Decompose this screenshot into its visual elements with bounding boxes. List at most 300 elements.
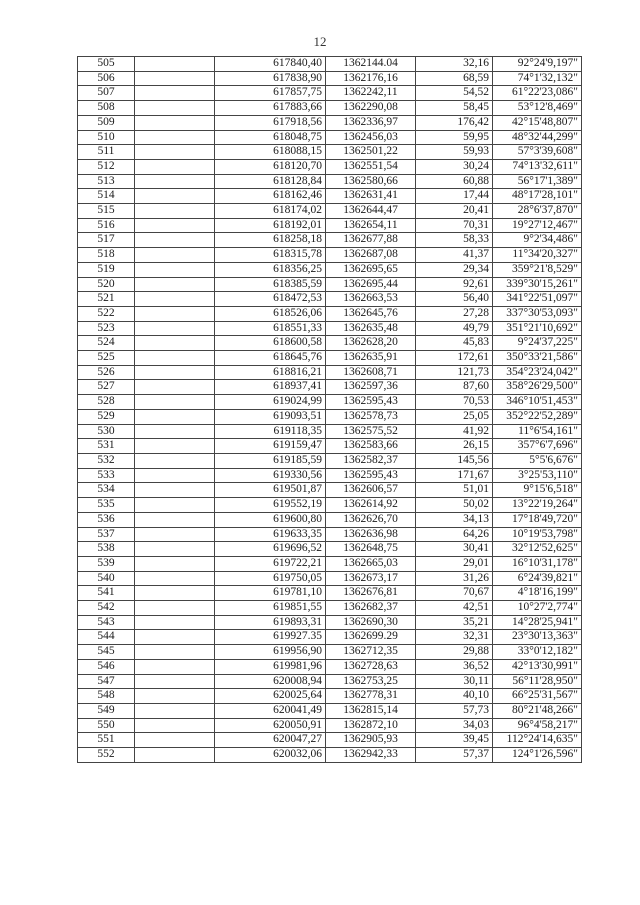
x-coordinate-cell: 620008,94 bbox=[215, 674, 326, 689]
direction-angle-cell: 48°17'28,101" bbox=[493, 189, 582, 204]
x-coordinate-cell: 618174,02 bbox=[215, 204, 326, 219]
x-coordinate-cell: 619696,52 bbox=[215, 542, 326, 557]
y-coordinate-cell: 1362687,08 bbox=[326, 248, 416, 263]
table-row bbox=[78, 586, 582, 601]
segment-length-cell: 32,16 bbox=[416, 57, 493, 72]
table-row bbox=[78, 556, 582, 571]
blank-cell bbox=[135, 351, 215, 366]
x-coordinate-cell: 619781,10 bbox=[215, 586, 326, 601]
segment-length-cell: 35,21 bbox=[416, 615, 493, 630]
y-coordinate-cell: 1362606,57 bbox=[326, 483, 416, 498]
page-number: 12 bbox=[313, 34, 327, 49]
point-number-cell: 514 bbox=[78, 189, 135, 204]
table-row bbox=[78, 527, 582, 542]
blank-cell bbox=[135, 189, 215, 204]
direction-angle-cell: 74°13'32,611" bbox=[493, 159, 582, 174]
y-coordinate-cell: 1362582,37 bbox=[326, 453, 416, 468]
table-row bbox=[78, 248, 582, 263]
point-number-cell: 544 bbox=[78, 630, 135, 645]
point-number-cell: 530 bbox=[78, 424, 135, 439]
segment-length-cell: 34,13 bbox=[416, 512, 493, 527]
segment-length-cell: 70,31 bbox=[416, 218, 493, 233]
direction-angle-cell: 341°22'51,097" bbox=[493, 292, 582, 307]
blank-cell bbox=[135, 130, 215, 145]
y-coordinate-cell: 1362654,11 bbox=[326, 218, 416, 233]
point-number-cell: 511 bbox=[78, 145, 135, 160]
table-row bbox=[78, 86, 582, 101]
direction-angle-cell: 9°2'34,486" bbox=[493, 233, 582, 248]
blank-cell bbox=[135, 718, 215, 733]
direction-angle-cell: 74°1'32,132" bbox=[493, 71, 582, 86]
x-coordinate-cell: 619981,96 bbox=[215, 659, 326, 674]
table-row bbox=[78, 424, 582, 439]
direction-angle-cell: 359°21'8,529" bbox=[493, 262, 582, 277]
table-row bbox=[78, 306, 582, 321]
table-row bbox=[78, 351, 582, 366]
y-coordinate-cell: 1362501,22 bbox=[326, 145, 416, 160]
table-row bbox=[78, 483, 582, 498]
y-coordinate-cell: 1362728,63 bbox=[326, 659, 416, 674]
x-coordinate-cell: 619185,59 bbox=[215, 453, 326, 468]
segment-length-cell: 57,73 bbox=[416, 703, 493, 718]
blank-cell bbox=[135, 57, 215, 72]
blank-cell bbox=[135, 601, 215, 616]
y-coordinate-cell: 1362778,31 bbox=[326, 689, 416, 704]
x-coordinate-cell: 618551,33 bbox=[215, 321, 326, 336]
blank-cell bbox=[135, 703, 215, 718]
x-coordinate-cell: 619851,55 bbox=[215, 601, 326, 616]
point-number-cell: 519 bbox=[78, 262, 135, 277]
point-number-cell: 526 bbox=[78, 365, 135, 380]
segment-length-cell: 92,61 bbox=[416, 277, 493, 292]
point-number-cell: 550 bbox=[78, 718, 135, 733]
direction-angle-cell: 56°17'1,389" bbox=[493, 174, 582, 189]
point-number-cell: 541 bbox=[78, 586, 135, 601]
point-number-cell: 524 bbox=[78, 336, 135, 351]
point-number-cell: 529 bbox=[78, 409, 135, 424]
segment-length-cell: 39,45 bbox=[416, 733, 493, 748]
y-coordinate-cell: 1362551,54 bbox=[326, 159, 416, 174]
blank-cell bbox=[135, 659, 215, 674]
direction-angle-cell: 9°24'37,225" bbox=[493, 336, 582, 351]
point-number-cell: 551 bbox=[78, 733, 135, 748]
y-coordinate-cell: 1362595,43 bbox=[326, 395, 416, 410]
y-coordinate-cell: 1362336,97 bbox=[326, 115, 416, 130]
segment-length-cell: 58,33 bbox=[416, 233, 493, 248]
blank-cell bbox=[135, 336, 215, 351]
segment-length-cell: 171,67 bbox=[416, 468, 493, 483]
point-number-cell: 548 bbox=[78, 689, 135, 704]
segment-length-cell: 17,44 bbox=[416, 189, 493, 204]
y-coordinate-cell: 1362626,70 bbox=[326, 512, 416, 527]
table-row bbox=[78, 674, 582, 689]
direction-angle-cell: 33°0'12,182" bbox=[493, 645, 582, 660]
x-coordinate-cell: 619633,35 bbox=[215, 527, 326, 542]
blank-cell bbox=[135, 453, 215, 468]
y-coordinate-cell: 1362580,66 bbox=[326, 174, 416, 189]
blank-cell bbox=[135, 645, 215, 660]
x-coordinate-cell: 620032,06 bbox=[215, 748, 326, 763]
x-coordinate-cell: 617883,66 bbox=[215, 101, 326, 116]
blank-cell bbox=[135, 409, 215, 424]
blank-cell bbox=[135, 86, 215, 101]
direction-angle-cell: 42°13'30,991" bbox=[493, 659, 582, 674]
coordinates-table-body bbox=[78, 57, 582, 763]
table-row bbox=[78, 189, 582, 204]
segment-length-cell: 176,42 bbox=[416, 115, 493, 130]
x-coordinate-cell: 618645,76 bbox=[215, 351, 326, 366]
segment-length-cell: 42,51 bbox=[416, 601, 493, 616]
point-number-cell: 508 bbox=[78, 101, 135, 116]
y-coordinate-cell: 1362815,14 bbox=[326, 703, 416, 718]
blank-cell bbox=[135, 498, 215, 513]
point-number-cell: 528 bbox=[78, 395, 135, 410]
point-number-cell: 535 bbox=[78, 498, 135, 513]
table-row bbox=[78, 571, 582, 586]
direction-angle-cell: 42°15'48,807" bbox=[493, 115, 582, 130]
point-number-cell: 507 bbox=[78, 86, 135, 101]
y-coordinate-cell: 1362695,44 bbox=[326, 277, 416, 292]
segment-length-cell: 54,52 bbox=[416, 86, 493, 101]
segment-length-cell: 29,01 bbox=[416, 556, 493, 571]
segment-length-cell: 30,11 bbox=[416, 674, 493, 689]
direction-angle-cell: 61°22'23,086" bbox=[493, 86, 582, 101]
point-number-cell: 527 bbox=[78, 380, 135, 395]
table-row bbox=[78, 71, 582, 86]
table-row bbox=[78, 380, 582, 395]
table-row bbox=[78, 689, 582, 704]
direction-angle-cell: 357°6'7,696" bbox=[493, 439, 582, 454]
table-row bbox=[78, 630, 582, 645]
point-number-cell: 515 bbox=[78, 204, 135, 219]
x-coordinate-cell: 618120,70 bbox=[215, 159, 326, 174]
segment-length-cell: 31,26 bbox=[416, 571, 493, 586]
point-number-cell: 552 bbox=[78, 748, 135, 763]
table-row bbox=[78, 645, 582, 660]
y-coordinate-cell: 1362575,52 bbox=[326, 424, 416, 439]
y-coordinate-cell: 1362695,65 bbox=[326, 262, 416, 277]
direction-angle-cell: 6°24'39,821" bbox=[493, 571, 582, 586]
point-number-cell: 525 bbox=[78, 351, 135, 366]
x-coordinate-cell: 619722,21 bbox=[215, 556, 326, 571]
segment-length-cell: 27,28 bbox=[416, 306, 493, 321]
y-coordinate-cell: 1362663,53 bbox=[326, 292, 416, 307]
table-row bbox=[78, 262, 582, 277]
y-coordinate-cell: 1362242,11 bbox=[326, 86, 416, 101]
x-coordinate-cell: 619600,80 bbox=[215, 512, 326, 527]
blank-cell bbox=[135, 365, 215, 380]
table-row bbox=[78, 365, 582, 380]
x-coordinate-cell: 619956,90 bbox=[215, 645, 326, 660]
segment-length-cell: 34,03 bbox=[416, 718, 493, 733]
y-coordinate-cell: 1362578,73 bbox=[326, 409, 416, 424]
x-coordinate-cell: 619552,19 bbox=[215, 498, 326, 513]
segment-length-cell: 26,15 bbox=[416, 439, 493, 454]
direction-angle-cell: 23°30'13,363" bbox=[493, 630, 582, 645]
blank-cell bbox=[135, 174, 215, 189]
table-row bbox=[78, 439, 582, 454]
y-coordinate-cell: 1362699.29 bbox=[326, 630, 416, 645]
segment-length-cell: 29,88 bbox=[416, 645, 493, 660]
segment-length-cell: 70,53 bbox=[416, 395, 493, 410]
y-coordinate-cell: 1362176,16 bbox=[326, 71, 416, 86]
segment-length-cell: 57,37 bbox=[416, 748, 493, 763]
blank-cell bbox=[135, 424, 215, 439]
x-coordinate-cell: 619501,87 bbox=[215, 483, 326, 498]
segment-length-cell: 49,79 bbox=[416, 321, 493, 336]
y-coordinate-cell: 1362628,20 bbox=[326, 336, 416, 351]
point-number-cell: 509 bbox=[78, 115, 135, 130]
y-coordinate-cell: 1362644,47 bbox=[326, 204, 416, 219]
direction-angle-cell: 66°25'31,567" bbox=[493, 689, 582, 704]
y-coordinate-cell: 1362905,93 bbox=[326, 733, 416, 748]
segment-length-cell: 121,73 bbox=[416, 365, 493, 380]
segment-length-cell: 40,10 bbox=[416, 689, 493, 704]
direction-angle-cell: 112°24'14,635" bbox=[493, 733, 582, 748]
x-coordinate-cell: 618472,53 bbox=[215, 292, 326, 307]
segment-length-cell: 59,93 bbox=[416, 145, 493, 160]
segment-length-cell: 172,61 bbox=[416, 351, 493, 366]
direction-angle-cell: 80°21'48,266" bbox=[493, 703, 582, 718]
y-coordinate-cell: 1362635,91 bbox=[326, 351, 416, 366]
blank-cell bbox=[135, 674, 215, 689]
blank-cell bbox=[135, 218, 215, 233]
direction-angle-cell: 339°30'15,261" bbox=[493, 277, 582, 292]
x-coordinate-cell: 620041,49 bbox=[215, 703, 326, 718]
point-number-cell: 533 bbox=[78, 468, 135, 483]
direction-angle-cell: 9°15'6,518" bbox=[493, 483, 582, 498]
blank-cell bbox=[135, 380, 215, 395]
table-row bbox=[78, 130, 582, 145]
y-coordinate-cell: 1362676,81 bbox=[326, 586, 416, 601]
y-coordinate-cell: 1362144.04 bbox=[326, 57, 416, 72]
table-row bbox=[78, 218, 582, 233]
blank-cell bbox=[135, 306, 215, 321]
direction-angle-cell: 10°27'2,774" bbox=[493, 601, 582, 616]
blank-cell bbox=[135, 571, 215, 586]
table-row bbox=[78, 159, 582, 174]
blank-cell bbox=[135, 748, 215, 763]
point-number-cell: 510 bbox=[78, 130, 135, 145]
segment-length-cell: 41,37 bbox=[416, 248, 493, 263]
segment-length-cell: 50,02 bbox=[416, 498, 493, 513]
x-coordinate-cell: 618048,75 bbox=[215, 130, 326, 145]
table-row bbox=[78, 336, 582, 351]
point-number-cell: 549 bbox=[78, 703, 135, 718]
point-number-cell: 539 bbox=[78, 556, 135, 571]
x-coordinate-cell: 618356,25 bbox=[215, 262, 326, 277]
direction-angle-cell: 53°12'8,469" bbox=[493, 101, 582, 116]
segment-length-cell: 59,95 bbox=[416, 130, 493, 145]
y-coordinate-cell: 1362682,37 bbox=[326, 601, 416, 616]
point-number-cell: 532 bbox=[78, 453, 135, 468]
point-number-cell: 534 bbox=[78, 483, 135, 498]
direction-angle-cell: 354°23'24,042" bbox=[493, 365, 582, 380]
table-row bbox=[78, 468, 582, 483]
point-number-cell: 545 bbox=[78, 645, 135, 660]
blank-cell bbox=[135, 204, 215, 219]
direction-angle-cell: 346°10'51,453" bbox=[493, 395, 582, 410]
table-row bbox=[78, 204, 582, 219]
x-coordinate-cell: 620050,91 bbox=[215, 718, 326, 733]
x-coordinate-cell: 618258,18 bbox=[215, 233, 326, 248]
segment-length-cell: 58,45 bbox=[416, 101, 493, 116]
direction-angle-cell: 96°4'58,217" bbox=[493, 718, 582, 733]
point-number-cell: 512 bbox=[78, 159, 135, 174]
point-number-cell: 517 bbox=[78, 233, 135, 248]
direction-angle-cell: 352°22'52,289" bbox=[493, 409, 582, 424]
direction-angle-cell: 56°11'28,950" bbox=[493, 674, 582, 689]
blank-cell bbox=[135, 277, 215, 292]
y-coordinate-cell: 1362712,35 bbox=[326, 645, 416, 660]
segment-length-cell: 30,24 bbox=[416, 159, 493, 174]
segment-length-cell: 60,88 bbox=[416, 174, 493, 189]
x-coordinate-cell: 617838,90 bbox=[215, 71, 326, 86]
point-number-cell: 506 bbox=[78, 71, 135, 86]
segment-length-cell: 36,52 bbox=[416, 659, 493, 674]
segment-length-cell: 145,56 bbox=[416, 453, 493, 468]
blank-cell bbox=[135, 101, 215, 116]
segment-length-cell: 64,26 bbox=[416, 527, 493, 542]
x-coordinate-cell: 619118,35 bbox=[215, 424, 326, 439]
direction-angle-cell: 4°18'16,199" bbox=[493, 586, 582, 601]
x-coordinate-cell: 619159,47 bbox=[215, 439, 326, 454]
y-coordinate-cell: 1362456,03 bbox=[326, 130, 416, 145]
blank-cell bbox=[135, 233, 215, 248]
segment-length-cell: 32,31 bbox=[416, 630, 493, 645]
y-coordinate-cell: 1362942,33 bbox=[326, 748, 416, 763]
y-coordinate-cell: 1362665,03 bbox=[326, 556, 416, 571]
point-number-cell: 546 bbox=[78, 659, 135, 674]
segment-length-cell: 68,59 bbox=[416, 71, 493, 86]
y-coordinate-cell: 1362872,10 bbox=[326, 718, 416, 733]
segment-length-cell: 25,05 bbox=[416, 409, 493, 424]
x-coordinate-cell: 619927.35 bbox=[215, 630, 326, 645]
blank-cell bbox=[135, 483, 215, 498]
blank-cell bbox=[135, 586, 215, 601]
point-number-cell: 536 bbox=[78, 512, 135, 527]
point-number-cell: 513 bbox=[78, 174, 135, 189]
y-coordinate-cell: 1362635,48 bbox=[326, 321, 416, 336]
table-row bbox=[78, 498, 582, 513]
x-coordinate-cell: 620025,64 bbox=[215, 689, 326, 704]
segment-length-cell: 30,41 bbox=[416, 542, 493, 557]
y-coordinate-cell: 1362597,36 bbox=[326, 380, 416, 395]
x-coordinate-cell: 620047,27 bbox=[215, 733, 326, 748]
table-row bbox=[78, 703, 582, 718]
point-number-cell: 505 bbox=[78, 57, 135, 72]
blank-cell bbox=[135, 145, 215, 160]
blank-cell bbox=[135, 292, 215, 307]
point-number-cell: 543 bbox=[78, 615, 135, 630]
direction-angle-cell: 48°32'44,299" bbox=[493, 130, 582, 145]
table-row bbox=[78, 512, 582, 527]
y-coordinate-cell: 1362645,76 bbox=[326, 306, 416, 321]
direction-angle-cell: 10°19'53,798" bbox=[493, 527, 582, 542]
segment-length-cell: 56,40 bbox=[416, 292, 493, 307]
table-row bbox=[78, 321, 582, 336]
y-coordinate-cell: 1362673,17 bbox=[326, 571, 416, 586]
point-number-cell: 542 bbox=[78, 601, 135, 616]
x-coordinate-cell: 619024,99 bbox=[215, 395, 326, 410]
blank-cell bbox=[135, 556, 215, 571]
segment-length-cell: 87,60 bbox=[416, 380, 493, 395]
blank-cell bbox=[135, 321, 215, 336]
table-row bbox=[78, 601, 582, 616]
y-coordinate-cell: 1362690,30 bbox=[326, 615, 416, 630]
y-coordinate-cell: 1362636,98 bbox=[326, 527, 416, 542]
blank-cell bbox=[135, 439, 215, 454]
blank-cell bbox=[135, 159, 215, 174]
table-row bbox=[78, 542, 582, 557]
point-number-cell: 516 bbox=[78, 218, 135, 233]
x-coordinate-cell: 619330,56 bbox=[215, 468, 326, 483]
table-row bbox=[78, 101, 582, 116]
x-coordinate-cell: 618385,59 bbox=[215, 277, 326, 292]
direction-angle-cell: 28°6'37,870" bbox=[493, 204, 582, 219]
point-number-cell: 540 bbox=[78, 571, 135, 586]
x-coordinate-cell: 618162,46 bbox=[215, 189, 326, 204]
table-row bbox=[78, 115, 582, 130]
direction-angle-cell: 3°25'53,110" bbox=[493, 468, 582, 483]
x-coordinate-cell: 619750,05 bbox=[215, 571, 326, 586]
direction-angle-cell: 13°22'19,264" bbox=[493, 498, 582, 513]
table-row bbox=[78, 292, 582, 307]
blank-cell bbox=[135, 262, 215, 277]
blank-cell bbox=[135, 512, 215, 527]
segment-length-cell: 45,83 bbox=[416, 336, 493, 351]
table-row bbox=[78, 659, 582, 674]
x-coordinate-cell: 618088,15 bbox=[215, 145, 326, 160]
table-row bbox=[78, 57, 582, 72]
x-coordinate-cell: 619093,51 bbox=[215, 409, 326, 424]
direction-angle-cell: 19°27'12,467" bbox=[493, 218, 582, 233]
blank-cell bbox=[135, 527, 215, 542]
blank-cell bbox=[135, 115, 215, 130]
y-coordinate-cell: 1362583,66 bbox=[326, 439, 416, 454]
direction-angle-cell: 5°5'6,676" bbox=[493, 453, 582, 468]
table-row bbox=[78, 233, 582, 248]
point-number-cell: 518 bbox=[78, 248, 135, 263]
direction-angle-cell: 11°6'54,161" bbox=[493, 424, 582, 439]
x-coordinate-cell: 618816,21 bbox=[215, 365, 326, 380]
x-coordinate-cell: 619893,31 bbox=[215, 615, 326, 630]
y-coordinate-cell: 1362614,92 bbox=[326, 498, 416, 513]
point-number-cell: 537 bbox=[78, 527, 135, 542]
x-coordinate-cell: 618526,06 bbox=[215, 306, 326, 321]
direction-angle-cell: 350°33'21,586" bbox=[493, 351, 582, 366]
x-coordinate-cell: 617857,75 bbox=[215, 86, 326, 101]
y-coordinate-cell: 1362753,25 bbox=[326, 674, 416, 689]
direction-angle-cell: 14°28'25,941" bbox=[493, 615, 582, 630]
x-coordinate-cell: 618315,78 bbox=[215, 248, 326, 263]
direction-angle-cell: 57°3'39,608" bbox=[493, 145, 582, 160]
table-row bbox=[78, 145, 582, 160]
direction-angle-cell: 92°24'9,197" bbox=[493, 57, 582, 72]
x-coordinate-cell: 618128,84 bbox=[215, 174, 326, 189]
point-number-cell: 523 bbox=[78, 321, 135, 336]
y-coordinate-cell: 1362608,71 bbox=[326, 365, 416, 380]
y-coordinate-cell: 1362648,75 bbox=[326, 542, 416, 557]
table-row bbox=[78, 277, 582, 292]
blank-cell bbox=[135, 542, 215, 557]
x-coordinate-cell: 618192,01 bbox=[215, 218, 326, 233]
point-number-cell: 547 bbox=[78, 674, 135, 689]
point-number-cell: 538 bbox=[78, 542, 135, 557]
y-coordinate-cell: 1362631,41 bbox=[326, 189, 416, 204]
table-row bbox=[78, 733, 582, 748]
segment-length-cell: 70,67 bbox=[416, 586, 493, 601]
